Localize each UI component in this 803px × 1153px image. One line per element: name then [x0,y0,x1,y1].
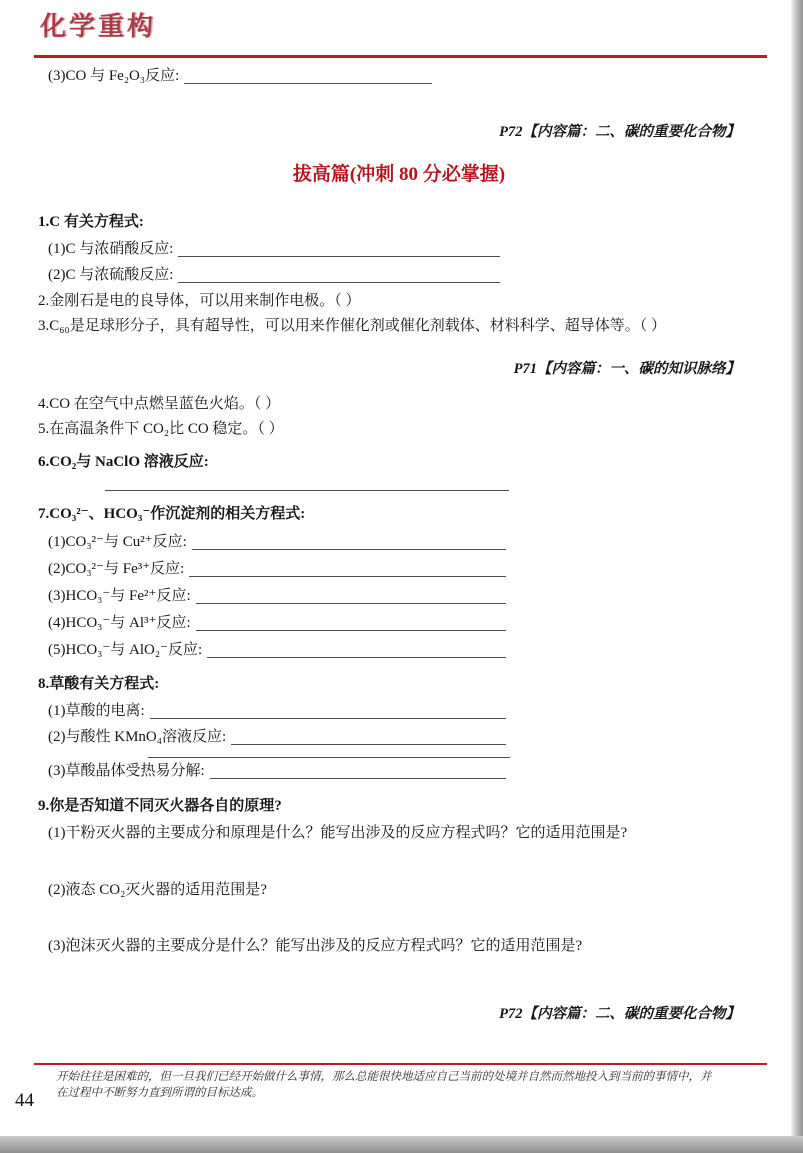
question-line [48,761,506,781]
item-heading: 1.C 有关方程式: [38,214,144,230]
answer-blank-line [192,549,506,550]
question-line [48,265,500,285]
question-line [48,532,506,552]
scan-edge-bottom [0,1136,803,1153]
question-line [48,586,506,606]
question-label: (3)草酸晶体受热易分解: [48,763,205,779]
question-label: (1)草酸的电离: [48,703,145,719]
question-line [48,559,506,579]
answer-blank-line [148,757,510,758]
true-false-item: 4.CO 在空气中点燃呈蓝色火焰。（ ） [38,396,281,412]
item-heading: 7.CO₃²⁻、HCO₃⁻作沉淀剂的相关方程式: [38,506,306,522]
item-heading: 9.你是否知道不同灭火器各自的原理? [38,798,282,814]
item-heading: 8.草酸有关方程式: [38,676,160,692]
question-line [48,239,500,259]
question-label: (5)HCO₃⁻与 AlO₂⁻反应: [48,642,203,658]
item-heading: 6.CO₂与 NaClO 溶液反应: [38,454,209,470]
answer-blank-line [189,576,506,577]
question-label: (2)C 与浓硫酸反应: [48,267,174,283]
question-line [48,701,506,721]
answer-blank-line [150,718,506,719]
question-label: (1)C 与浓硝酸反应: [48,241,174,257]
answer-blank-line [184,83,432,84]
page-reference: P72【内容篇：二、碳的重要化合物】 [499,124,740,140]
section-title: 拔高篇(冲刺 80 分必掌握) [292,164,506,185]
answer-blank-line [210,778,506,779]
true-false-item: 5.在高温条件下 CO₂比 CO 稳定。（ ） [38,421,284,437]
scan-edge-right [791,0,803,1153]
page-reference: P71【内容篇：一、碳的知识脉络】 [513,361,740,377]
open-question: (2)液态 CO₂灭火器的适用范围是? [48,882,267,898]
true-false-item: 3.C₆₀是足球形分子，具有超导性，可以用来作催化剂或催化剂载体、材料科学、超导体等。（ ） [38,318,666,334]
true-false-item: 2.金刚石是电的良导体，可以用来制作电极。（ ） [38,293,361,309]
answer-blank-line [178,282,500,283]
brand-title: 化学重构 [40,12,157,41]
question-line [48,640,506,660]
question-label: (1)CO₃²⁻与 Cu²⁺反应: [48,534,187,550]
answer-blank-line [105,490,509,491]
question-label: (2)CO₃²⁻与 Fe³⁺反应: [48,561,185,577]
header-divider-rule [34,55,767,58]
question-line [48,66,432,86]
answer-blank-line [178,256,500,257]
worksheet-content [38,60,760,1024]
answer-blank-line [196,630,506,631]
open-question: (1)干粉灭火器的主要成分和原理是什么？能写出涉及的反应方程式吗？它的适用范围是? [48,825,628,841]
page-number: 44 [15,1090,34,1111]
question-line [48,613,506,633]
answer-blank-line [196,603,506,604]
page-reference: P72【内容篇：二、碳的重要化合物】 [499,1006,740,1022]
question-line [48,727,506,747]
question-label: (4)HCO₃⁻与 Al³⁺反应: [48,615,191,631]
footer-divider-rule [34,1063,767,1065]
open-question: (3)泡沫灭火器的主要成分是什么？能写出涉及的反应方程式吗？它的适用范围是? [48,938,583,954]
answer-blank-line [231,744,506,745]
question-label: (3)CO 与 Fe₂O₃反应: [48,68,180,84]
question-label: (3)HCO₃⁻与 Fe²⁺反应: [48,588,191,604]
question-label: (2)与酸性 KMnO₄溶液反应: [48,729,227,745]
footer-quote: 开始往往是困难的，但一旦我们已经开始做什么事情，那么总能很快地适应自己当前的处境并自然而然地投入到当前的事情中，并在过程中不断努力直到所谓的目标达成。 [56,1071,712,1099]
answer-blank-line [207,657,506,658]
